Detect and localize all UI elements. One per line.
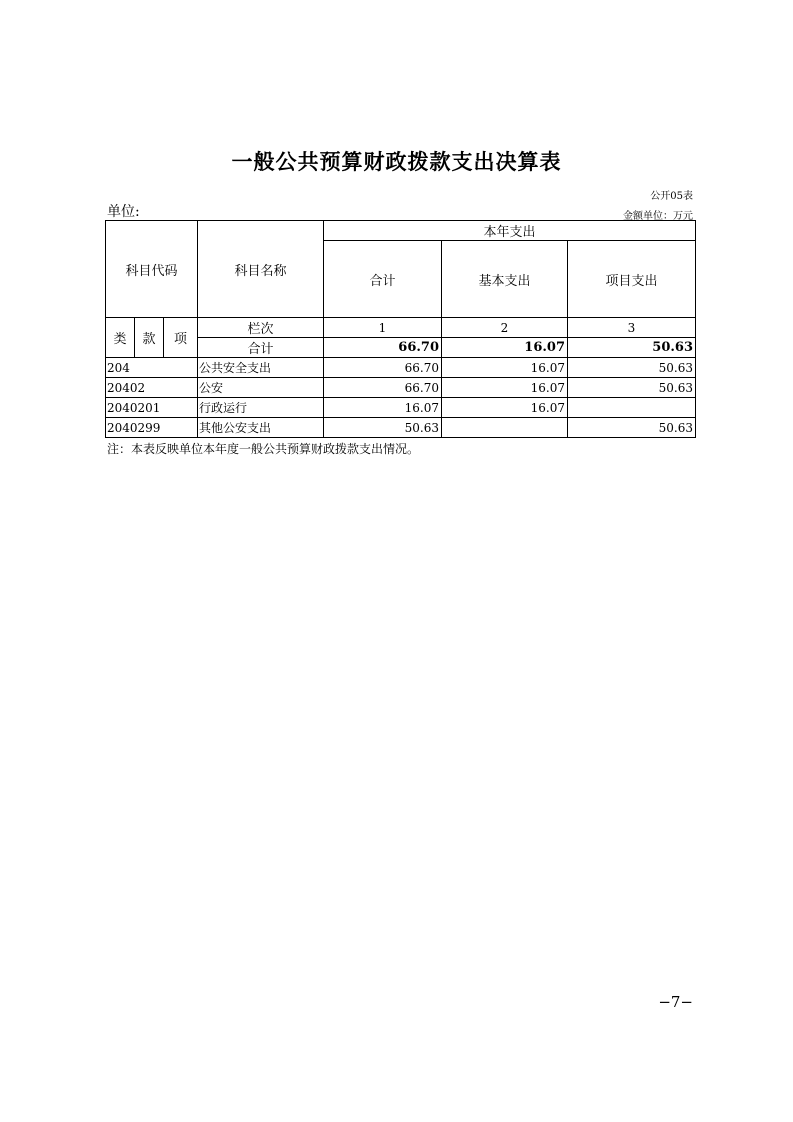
index-cell: 3	[568, 318, 696, 338]
index-cell: 2	[442, 318, 568, 338]
form-number: 公开05表	[650, 191, 693, 202]
row-code: 20402	[106, 378, 198, 398]
row-total: 50.63	[324, 418, 442, 438]
class-header: 类	[106, 318, 135, 358]
page-title: 一般公共预算财政拨款支出决算表	[231, 149, 562, 174]
index-label: 栏次	[198, 318, 324, 338]
row-code: 2040201	[106, 398, 198, 418]
name-header: 科目名称	[198, 221, 324, 318]
table-row	[106, 398, 696, 418]
sub-header: 项	[164, 318, 198, 358]
row-project	[568, 398, 696, 418]
row-code: 2040299	[106, 418, 198, 438]
year-expense-header: 本年支出	[324, 221, 696, 241]
expenditure-table	[105, 220, 696, 438]
total-value: 50.63	[568, 338, 696, 358]
col-basic-header: 基本支出	[442, 241, 568, 318]
amount-unit: 金额单位：万元	[623, 211, 693, 222]
row-basic	[442, 418, 568, 438]
total-value: 66.70	[324, 338, 442, 358]
row-basic: 16.07	[442, 398, 568, 418]
table-row	[106, 418, 696, 438]
row-name: 其他公安支出	[198, 418, 324, 438]
table-row	[106, 358, 696, 378]
row-code: 204	[106, 358, 198, 378]
row-name: 行政运行	[198, 398, 324, 418]
page-number: −7−	[658, 993, 693, 1011]
row-basic: 16.07	[442, 378, 568, 398]
row-total: 66.70	[324, 378, 442, 398]
row-total: 16.07	[324, 398, 442, 418]
row-project: 50.63	[568, 378, 696, 398]
col-total-header: 合计	[324, 241, 442, 318]
code-header: 科目代码	[106, 221, 198, 318]
index-cell: 1	[324, 318, 442, 338]
unit-label: 单位:	[107, 204, 140, 220]
row-total: 66.70	[324, 358, 442, 378]
row-project: 50.63	[568, 358, 696, 378]
total-value: 16.07	[442, 338, 568, 358]
row-basic: 16.07	[442, 358, 568, 378]
item-header: 款	[135, 318, 164, 358]
col-project-header: 项目支出	[568, 241, 696, 318]
row-name: 公安	[198, 378, 324, 398]
row-project: 50.63	[568, 418, 696, 438]
index-row	[106, 318, 696, 338]
total-label: 合计	[198, 338, 324, 358]
table-row	[106, 378, 696, 398]
header-row-1	[106, 221, 696, 241]
table-note: 注：本表反映单位本年度一般公共预算财政拨款支出情况。	[107, 442, 420, 456]
row-name: 公共安全支出	[198, 358, 324, 378]
